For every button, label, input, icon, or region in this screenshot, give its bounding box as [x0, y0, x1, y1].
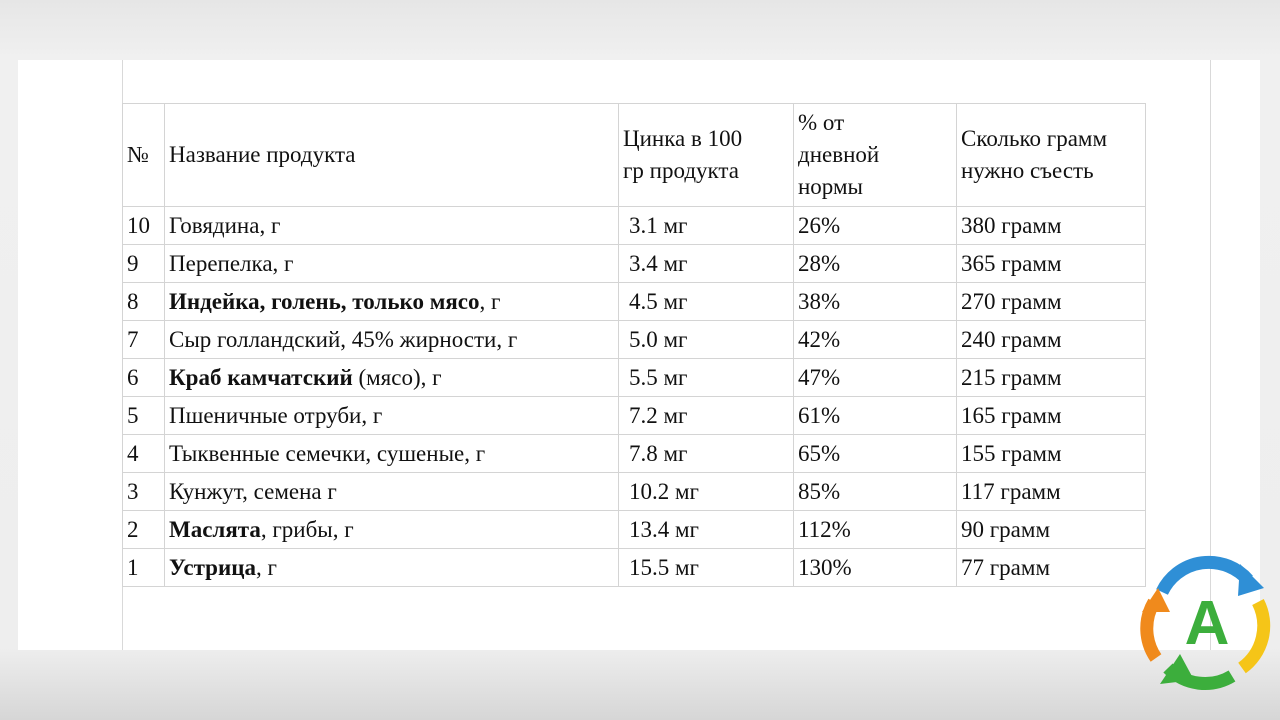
product-name-rest: (мясо), г	[352, 365, 442, 390]
row-num: 7	[123, 321, 165, 359]
zinc-amount: 3.1 мг	[619, 207, 794, 245]
product-name	[165, 397, 619, 435]
product-name-rest: Перепелка, г	[169, 251, 294, 276]
header-zinc: Цинка в 100 гр продукта	[619, 104, 794, 207]
table-row	[123, 321, 1146, 359]
zinc-amount: 13.4 мг	[619, 511, 794, 549]
product-name-rest: , грибы, г	[260, 517, 354, 542]
daily-percent: 47%	[794, 359, 957, 397]
row-num: 6	[123, 359, 165, 397]
table-row	[123, 207, 1146, 245]
product-name	[165, 207, 619, 245]
zinc-amount: 5.5 мг	[619, 359, 794, 397]
product-name-rest: Тыквенные семечки, сушеные, г	[169, 441, 486, 466]
grams-needed: 215 грамм	[957, 359, 1146, 397]
product-name	[165, 435, 619, 473]
header-pct: % от дневной нормы	[794, 104, 957, 207]
row-num: 10	[123, 207, 165, 245]
zinc-amount: 3.4 мг	[619, 245, 794, 283]
product-name-bold: Устрица	[169, 555, 256, 580]
table-row	[123, 435, 1146, 473]
grams-needed: 90 грамм	[957, 511, 1146, 549]
zinc-amount: 10.2 мг	[619, 473, 794, 511]
document-page	[18, 60, 1260, 650]
row-num: 8	[123, 283, 165, 321]
grams-needed: 77 грамм	[957, 549, 1146, 587]
zinc-table	[122, 103, 1146, 587]
daily-percent: 26%	[794, 207, 957, 245]
header-name: Название продукта	[165, 104, 619, 207]
product-name	[165, 321, 619, 359]
grams-needed: 365 грамм	[957, 245, 1146, 283]
table-row	[123, 283, 1146, 321]
product-name	[165, 283, 619, 321]
logo-letter: A	[1184, 589, 1230, 658]
row-num: 5	[123, 397, 165, 435]
grams-needed: 155 грамм	[957, 435, 1146, 473]
product-name	[165, 473, 619, 511]
product-name	[165, 549, 619, 587]
table-row	[123, 245, 1146, 283]
grams-needed: 380 грамм	[957, 207, 1146, 245]
grams-needed: 165 грамм	[957, 397, 1146, 435]
daily-percent: 42%	[794, 321, 957, 359]
product-name	[165, 245, 619, 283]
zinc-amount: 7.8 мг	[619, 435, 794, 473]
row-num: 9	[123, 245, 165, 283]
product-name-bold: Краб камчатский	[169, 365, 353, 390]
table-body	[123, 207, 1146, 587]
grams-needed: 117 грамм	[957, 473, 1146, 511]
daily-percent: 28%	[794, 245, 957, 283]
table-header-row	[123, 104, 1146, 207]
brand-logo	[1140, 550, 1272, 692]
product-name-rest: , г	[255, 555, 277, 580]
zinc-amount: 4.5 мг	[619, 283, 794, 321]
table-row	[123, 549, 1146, 587]
header-need: Сколько грамм нужно съесть	[957, 104, 1146, 207]
product-name-rest: Сыр голландский, 45% жирности, г	[169, 327, 518, 352]
row-num: 4	[123, 435, 165, 473]
table-row	[123, 473, 1146, 511]
product-name-bold: Маслята	[169, 517, 261, 542]
daily-percent: 61%	[794, 397, 957, 435]
daily-percent: 130%	[794, 549, 957, 587]
daily-percent: 112%	[794, 511, 957, 549]
zinc-amount: 15.5 мг	[619, 549, 794, 587]
row-num: 3	[123, 473, 165, 511]
grams-needed: 240 грамм	[957, 321, 1146, 359]
row-num: 1	[123, 549, 165, 587]
zinc-amount: 5.0 мг	[619, 321, 794, 359]
product-name	[165, 511, 619, 549]
grams-needed: 270 грамм	[957, 283, 1146, 321]
product-name	[165, 359, 619, 397]
table-row	[123, 511, 1146, 549]
product-name-bold: Индейка, голень, только мясо	[169, 289, 480, 314]
daily-percent: 85%	[794, 473, 957, 511]
zinc-amount: 7.2 мг	[619, 397, 794, 435]
product-name-rest: Говядина, г	[169, 213, 281, 238]
table-row	[123, 397, 1146, 435]
product-name-rest: Пшеничные отруби, г	[169, 403, 383, 428]
product-name-rest: , г	[479, 289, 501, 314]
product-name-rest: Кунжут, семена г	[169, 479, 337, 504]
header-num: №	[123, 104, 165, 207]
row-num: 2	[123, 511, 165, 549]
table-row	[123, 359, 1146, 397]
daily-percent: 38%	[794, 283, 957, 321]
daily-percent: 65%	[794, 435, 957, 473]
